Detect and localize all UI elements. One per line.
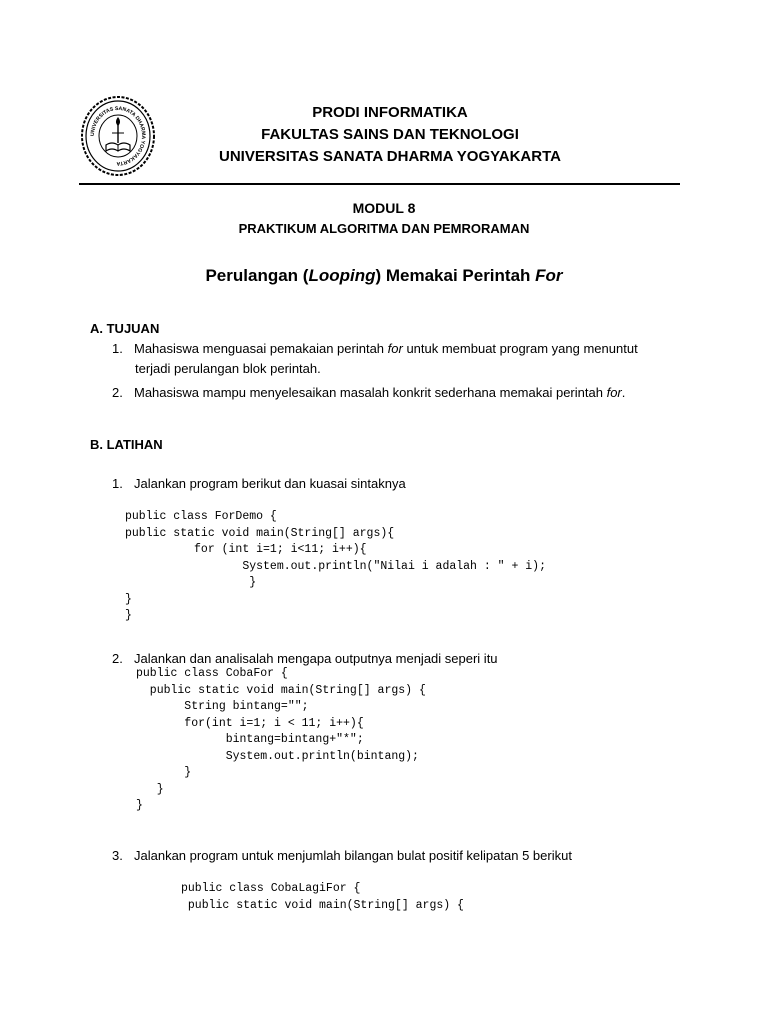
title-part-1: Perulangan ( <box>205 266 309 285</box>
item-text-emphasis: for <box>606 385 622 400</box>
code-block: public class CobaLagiFor { public static void main(String[] args) { <box>181 882 464 912</box>
item-text-part: Mahasiswa mampu menyelesaikan masalah konkrit sederhana memakai perintah <box>134 385 607 400</box>
seal-text: UNIVERSITAS SANATA DHARMA YOGYAKARTA <box>89 105 147 167</box>
title-italic-2: For <box>535 266 563 285</box>
exercise-item <box>112 845 572 866</box>
institution-header <box>190 102 590 168</box>
item-text: Jalankan program berikut dan kuasai sintaknya <box>134 476 406 491</box>
item-text-part: untuk membuat program yang menuntut <box>402 341 638 356</box>
item-text-emphasis: for <box>387 341 403 356</box>
item-number: 1. <box>112 341 123 356</box>
item-number: 1. <box>112 476 123 491</box>
code-block: public class ForDemo { public static void main(String[] args){ for (int i=1; i<11; i++){ System.out.println("Nilai i adalah : " + i); } } } <box>125 510 546 622</box>
page-title <box>0 266 768 286</box>
item-text <box>134 385 625 400</box>
title-italic-1: Looping <box>308 266 376 285</box>
university-name: UNIVERSITAS SANATA DHARMA YOGYAKARTA <box>219 148 561 165</box>
title-part-2: ) Memakai Perintah <box>375 266 536 285</box>
item-text <box>134 341 638 356</box>
section-heading-latihan: B. LATIHAN <box>90 437 163 452</box>
university-seal-logo <box>80 95 156 177</box>
faculty-name: FAKULTAS SAINS DAN TEKNOLOGI <box>261 126 519 143</box>
item-number: 2. <box>112 385 123 400</box>
item-text: Jalankan dan analisalah mengapa outputnya menjadi seperi itu <box>134 651 498 666</box>
item-text-part: . <box>621 385 626 400</box>
prodi-name: PRODI INFORMATIKA <box>312 104 468 121</box>
module-number: MODUL 8 <box>352 200 416 216</box>
item-number: 3. <box>112 848 123 863</box>
item-text-part: Mahasiswa menguasai pemakaian perintah <box>134 341 388 356</box>
section-heading-tujuan: A. TUJUAN <box>90 321 160 336</box>
list-item <box>112 338 638 359</box>
exercise-item <box>112 473 406 494</box>
list-item <box>112 382 625 403</box>
item-text: Jalankan program untuk menjumlah bilangan bulat positif kelipatan 5 berikut <box>134 848 572 863</box>
code-block: public class CobaFor { public static void main(String[] args) { String bintang=""; for(int i=1; i < 11; i++){ bintang=bintang+"*"; System.out.println(bintang); } } } <box>136 667 426 812</box>
item-number: 2. <box>112 651 123 666</box>
header-divider <box>79 183 680 185</box>
course-name: PRAKTIKUM ALGORITMA DAN PEMRORAMAN <box>238 221 530 236</box>
item-continuation: terjadi perulangan blok perintah. <box>135 361 321 376</box>
